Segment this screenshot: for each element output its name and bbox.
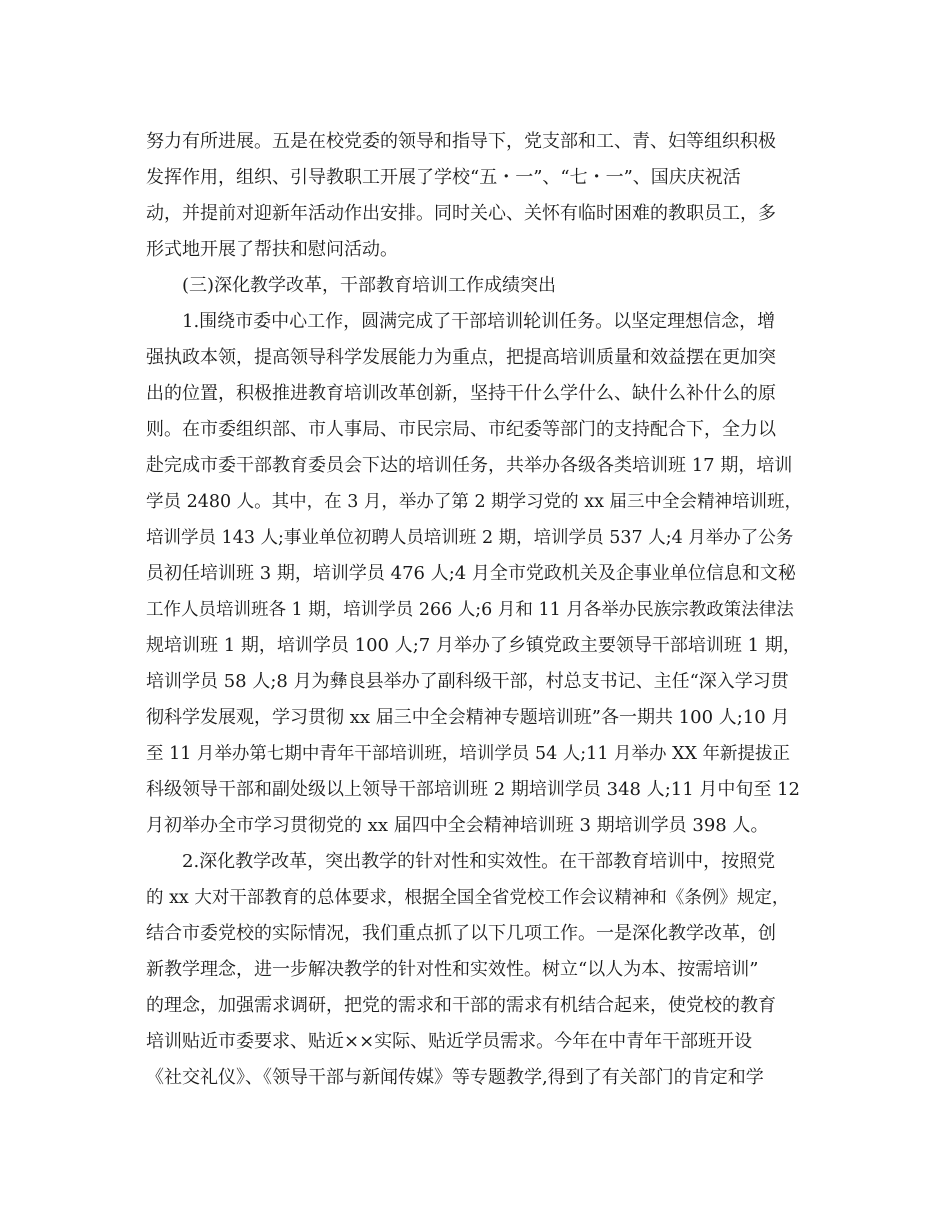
text-line: 形式地开展了帮扶和慰问活动。 [146,239,398,260]
text-line: 发挥作用，组织、引导教职工开展了学校“五・一”、“七・一”、国庆庆祝活 [146,167,741,188]
text-line: 彻科学发展观，学习贯彻 xx 届三中全会精神专题培训班”各一期共 100 人;10 月 [146,707,790,728]
text-line: 的 xx 大对干部教育的总体要求，根据全国全省党校工作会议精神和《条例》规定， [146,888,790,908]
text-line: 出的位置，积极推进教育培训改革创新，坚持干什么学什么、缺什么补什么的原 [146,383,776,404]
text-line: 《社交礼仪》、《领导干部与新闻传媒》等专题教学,得到了有关部门的肯定和学 [146,1067,764,1088]
text-line: 员初任培训班 3 期，培训学员 476 人;4 月全市党政机关及企事业单位信息和文秘 [146,563,796,584]
text-line: 至 11 月举办第七期中青年干部培训班，培训学员 54 人;11 月举办 XX 年新提拔正 [146,744,791,764]
text-line: 则。在市委组织部、市人事局、市民宗局、市纪委等部门的支持配合下，全力以 [146,419,776,440]
text-line: 赴完成市委干部教育委员会下达的培训任务，共举办各级各类培训班 17 期，培训 [146,455,793,476]
text-line: 结合市委党校的实际情况，我们重点抓了以下几项工作。一是深化教学改革，创 [146,923,776,944]
text-line: 培训学员 58 人;8 月为彝良县举办了副科级干部，村总支书记、主任“深入学习贯 [146,671,789,692]
text-line: 新教学理念，进一步解决教学的针对性和实效性。树立“以人为本、按需培训” [146,959,759,980]
text-line: 强执政本领，提高领导科学发展能力为重点，把提高培训质量和效益摆在更加突 [146,347,776,368]
text-line: 工作人员培训班各 1 期，培训学员 266 人;6 月和 11 月各举办民族宗教政策法律法 [146,600,794,620]
text-line: 科级领导干部和副处级以上领导干部培训班 2 期培训学员 348 人;11 月中旬至 12 [146,779,801,800]
text-line: 1.围绕市委中心工作，圆满完成了干部培训轮训任务。以坚定理想信念，增 [182,311,776,332]
text-line: 月初举办全市学习贯彻党的 xx 届四中全会精神培训班 3 期培训学员 398 人。 [146,815,769,836]
text-line: 的理念，加强需求调研，把党的需求和干部的需求有机结合起来，使党校的教育 [146,995,776,1016]
text-line: 努力有所进展。五是在校党委的领导和指导下，党支部和工、青、妇等组织积极 [146,131,776,152]
text-line: 规培训班 1 期，培训学员 100 人;7 月举办了乡镇党政主要领导干部培训班 1 期， [146,635,801,656]
text-line: 培训贴近市委要求、贴近××实际、贴近学员需求。今年在中青年干部班开设 [146,1031,753,1052]
text-line: 动，并提前对迎新年活动作出安排。同时关心、关怀有临时困难的教职员工，多 [146,203,776,224]
text-line: 学员 2480 人。其中，在 3 月，举办了第 2 期学习党的 xx 届三中全会精神培训班， [146,492,803,512]
text-line: 培训学员 143 人;事业单位初聘人员培训班 2 期，培训学员 537 人;4 月举办了公务 [146,528,794,548]
section-heading: (三)深化教学改革，干部教育培训工作成绩突出 [182,275,557,296]
text-line: 2.深化教学改革，突出教学的针对性和实效性。在干部教育培训中，按照党 [182,851,776,872]
